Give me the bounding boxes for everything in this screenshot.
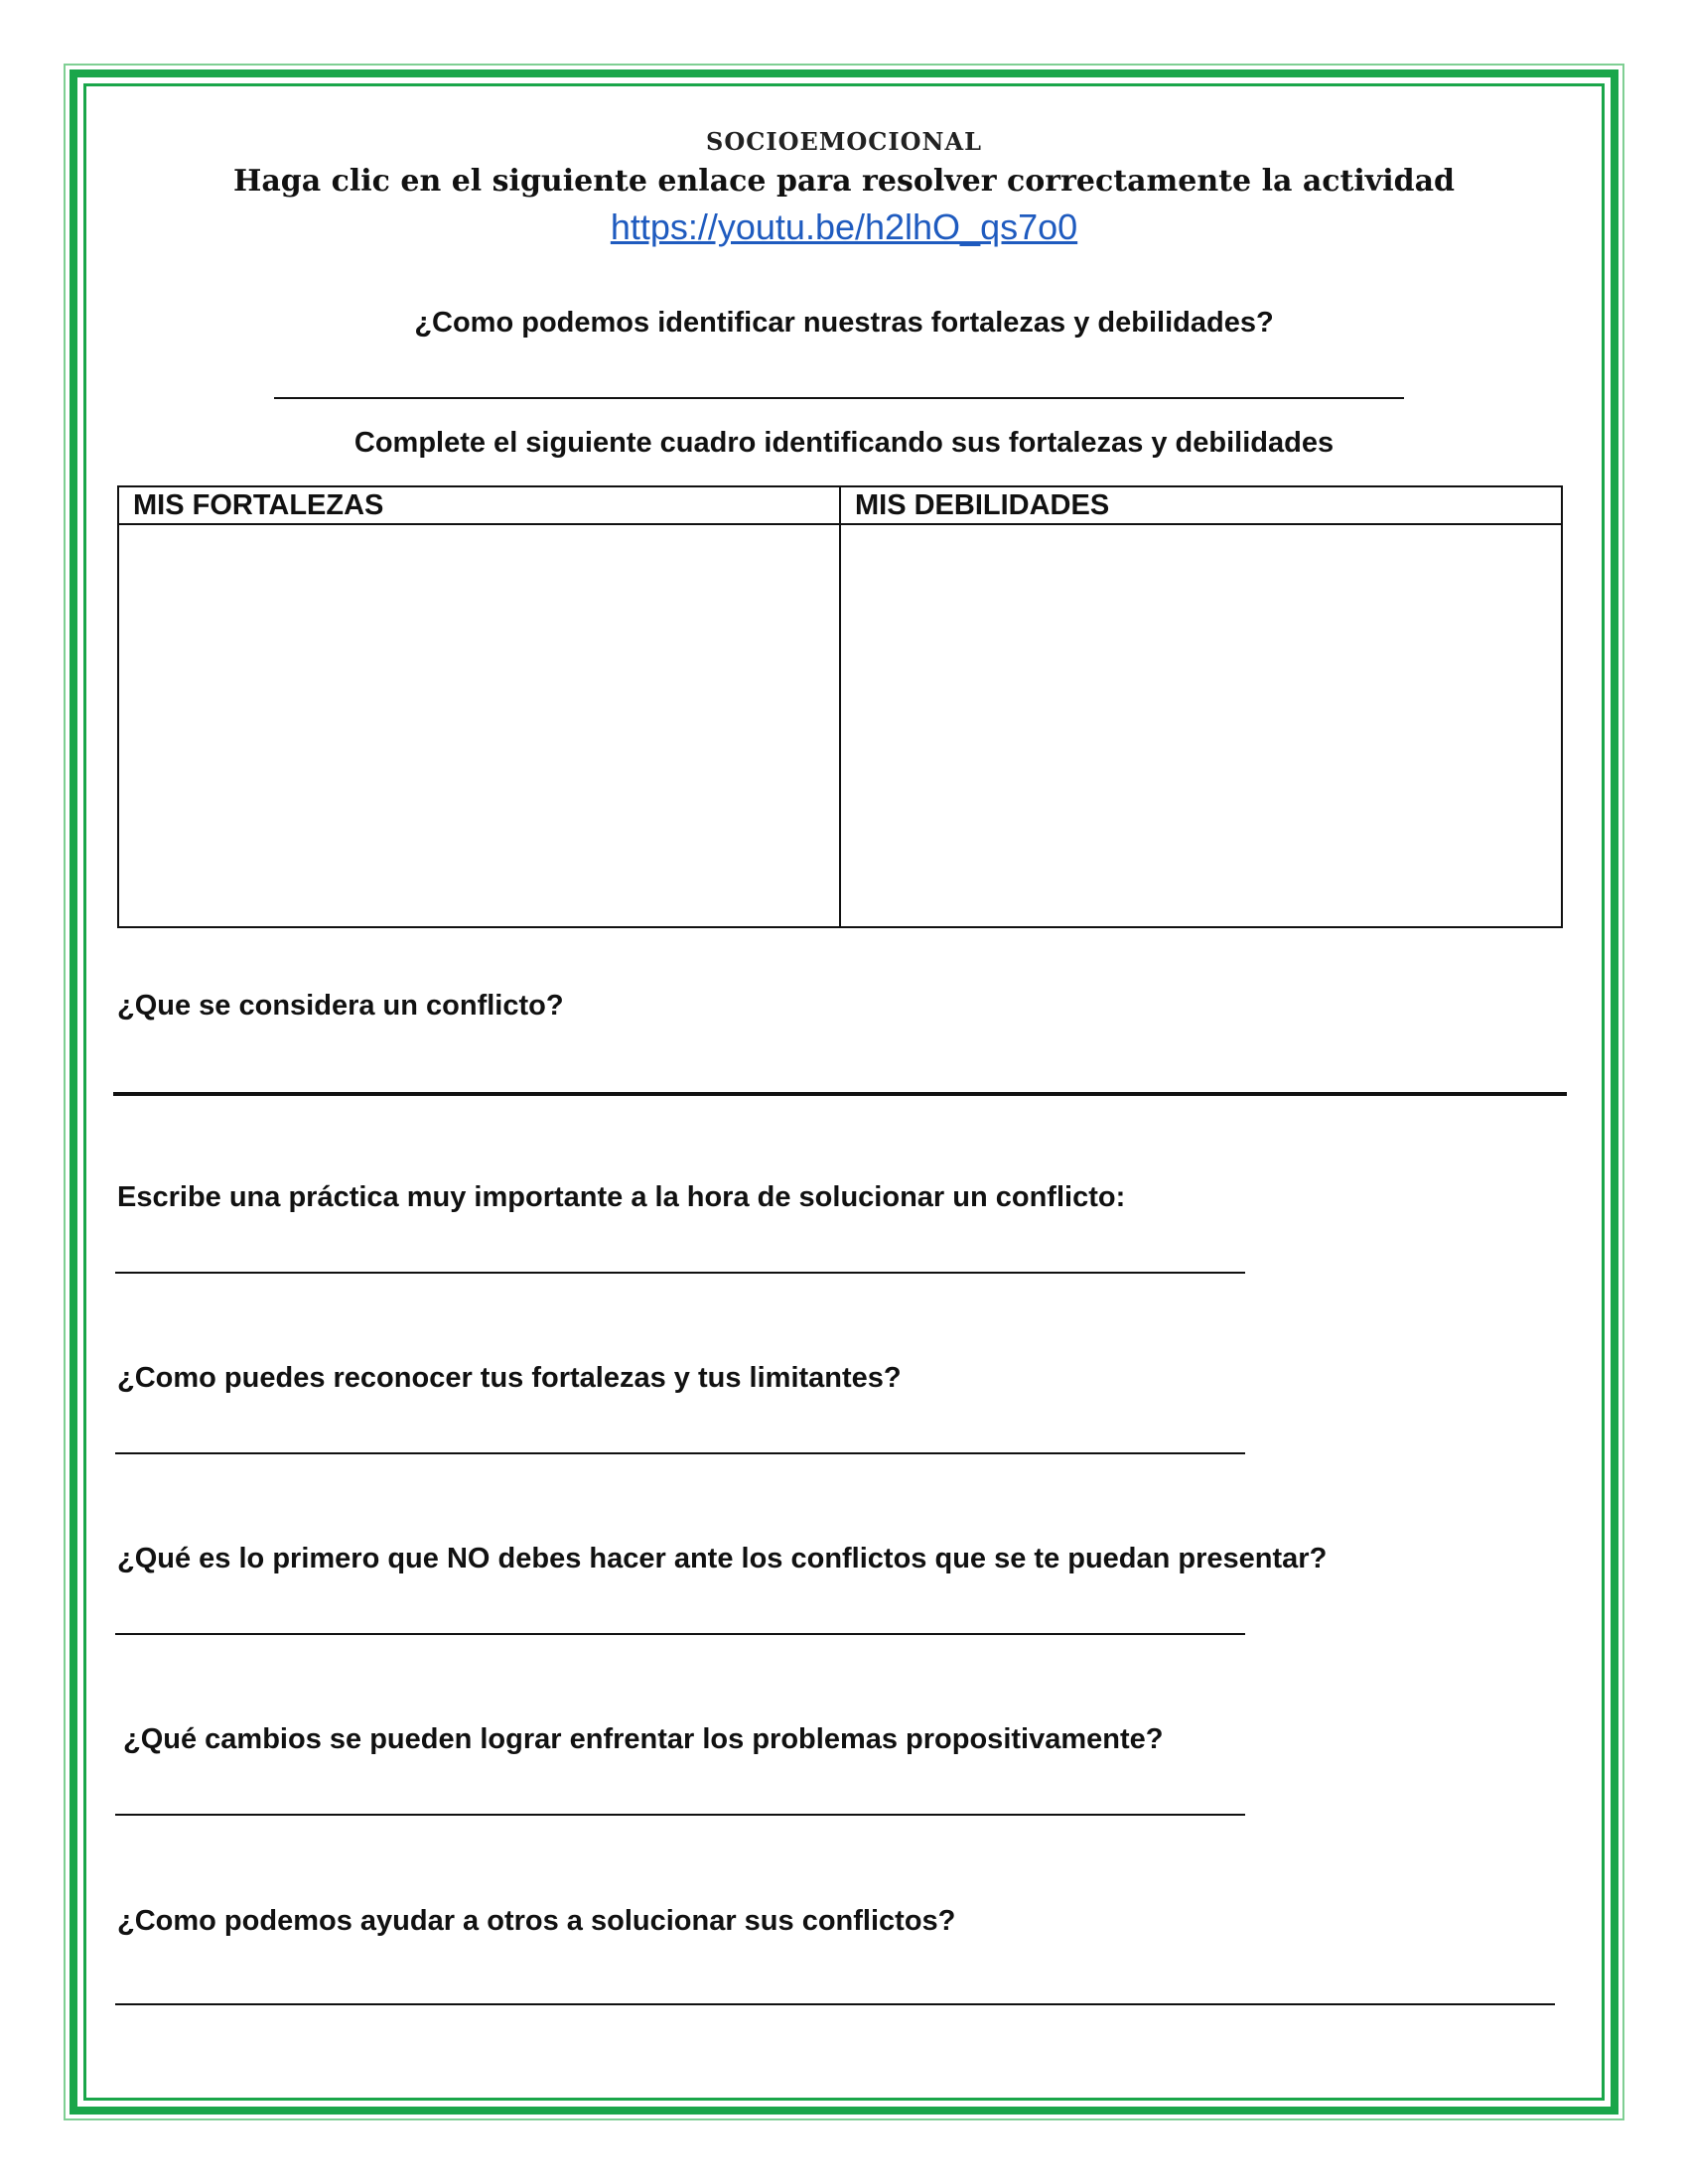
question-strengths-weaknesses: ¿Como podemos identificar nuestras fortalezas y debilidades? <box>414 307 1274 339</box>
strengths-cell[interactable] <box>118 524 840 927</box>
answer-line-3[interactable] <box>115 1272 1245 1274</box>
question-help-others: ¿Como podemos ayudar a otros a solucionar sus conflictos? <box>117 1905 956 1937</box>
column-header-weaknesses: MIS DEBILIDADES <box>840 486 1562 524</box>
question-practice: Escribe una práctica muy importante a la hora de solucionar un conflicto: <box>117 1181 1126 1213</box>
page-title: SOCIOEMOCIONAL <box>706 127 982 156</box>
column-header-strengths: MIS FORTALEZAS <box>118 486 840 524</box>
answer-line-7[interactable] <box>115 2003 1555 2005</box>
table-instruction: Complete el siguiente cuadro identificando sus fortalezas y debilidades <box>353 427 1335 459</box>
question-changes: ¿Qué cambios se pueden lograr enfrentar los problemas propositivamente? <box>123 1723 1164 1755</box>
answer-line-1[interactable] <box>274 397 1404 399</box>
strengths-weaknesses-table <box>117 485 1563 928</box>
weaknesses-cell[interactable] <box>840 524 1562 927</box>
instruction-text: Haga clic en el siguiente enlace para resolver correctamente la actividad <box>232 164 1456 199</box>
question-not-do: ¿Qué es lo primero que NO debes hacer ante los conflictos que se te puedan presentar? <box>117 1543 1328 1574</box>
answer-line-4[interactable] <box>115 1452 1245 1454</box>
question-conflict: ¿Que se considera un conflicto? <box>117 990 564 1022</box>
video-link[interactable]: https://youtu.be/h2lhO_qs7o0 <box>610 206 1078 247</box>
answer-line-6[interactable] <box>115 1814 1245 1816</box>
answer-line-5[interactable] <box>115 1633 1245 1635</box>
question-recognize: ¿Como puedes reconocer tus fortalezas y tus limitantes? <box>117 1362 902 1394</box>
answer-line-2[interactable] <box>113 1092 1567 1096</box>
